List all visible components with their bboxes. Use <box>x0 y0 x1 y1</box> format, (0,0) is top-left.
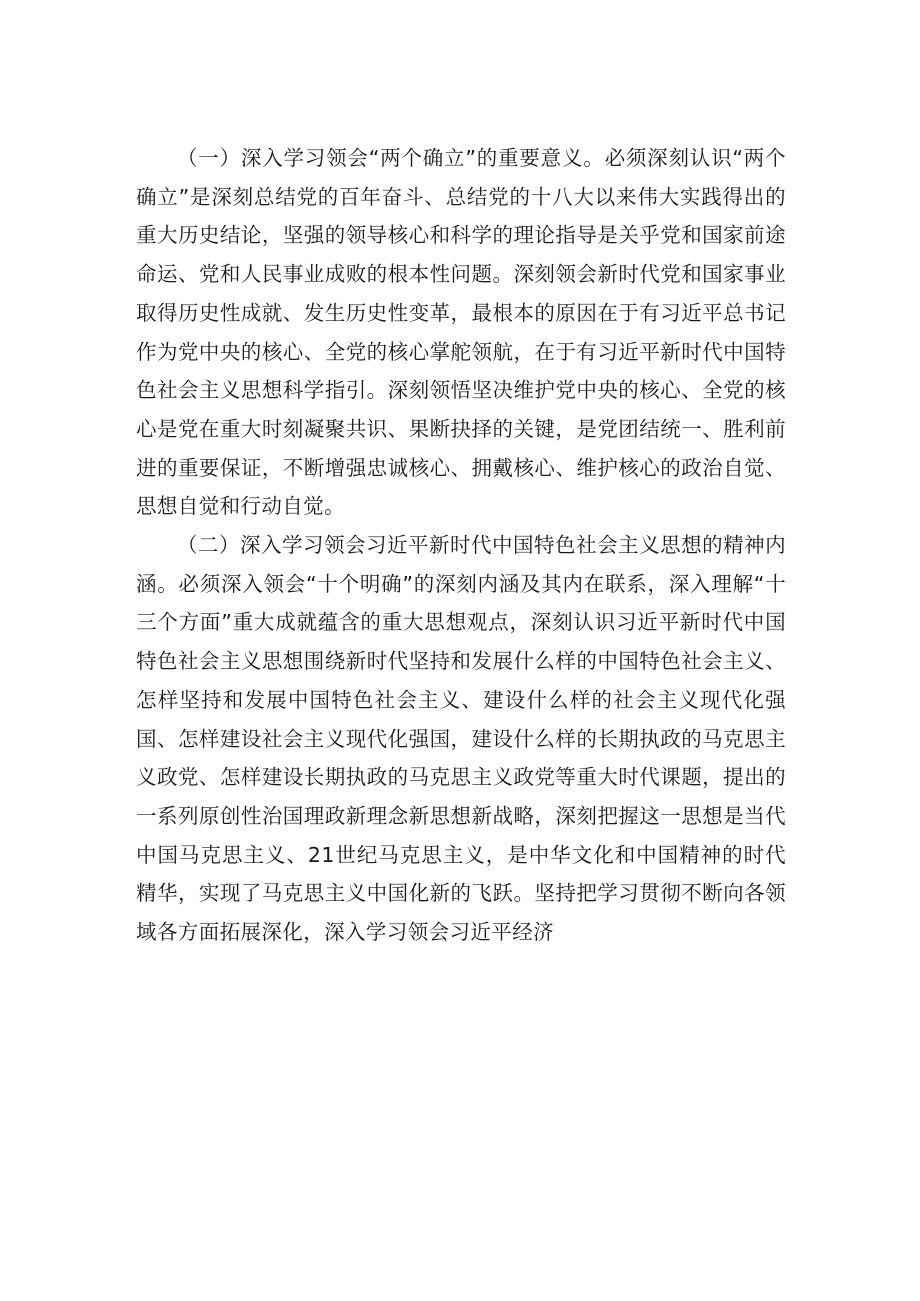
document-body <box>136 139 786 952</box>
paragraph-1: （一）深入学习领会“两个确立”的重要意义。必须深刻认识“两个确立”是深刻总结党的百年奋斗、总结党的十八大以来伟大实践得出的重大历史结论，坚强的领导核心和科学的理论指导是关乎党和国家前途命运、党和人民事业成败的根本性问题。深刻领会新时代党和国家事业取得历史性成就、发生历史性变革，最根本的原因在于有习近平总书记作为党中央的核心、全党的核心掌舵领航，在于有习近平新时代中国特色社会主义思想科学指引。深刻领悟坚决维护党中央的核心、全党的核心是党在重大时刻凝聚共识、果断抉择的关键，是党团结统一、胜利前进的重要保证，不断增强忠诚核心、拥戴核心、维护核心的政治自觉、思想自觉和行动自觉。 <box>136 146 786 519</box>
paragraph-2: （二）深入学习领会习近平新时代中国特色社会主义思想的精神内涵。必须深入领会“十个明确”的深刻内涵及其内在联系，深入理解“十三个方面”重大成就蕴含的重大思想观点，深刻认识习近平新时代中国特色社会主义思想围绕新时代坚持和发展什么样的中国特色社会主义、怎样坚持和发展中国特色社会主义、建设什么样的社会主义现代化强国、怎样建设社会主义现代化强国，建设什么样的长期执政的马克思主义政党、怎样建设长期执政的马克思主义政党等重大时代课题，提出的一系列原创性治国理政新理念新思想新战略，深刻把握这一思想是当代中国马克思主义、21世纪马克思主义，是中华文化和中国精神的时代精华，实现了马克思主义中国化新的飞跃。坚持把学习贯彻不断向各领域各方面拓展深化，深入学习领会习近平经济 <box>136 533 786 945</box>
